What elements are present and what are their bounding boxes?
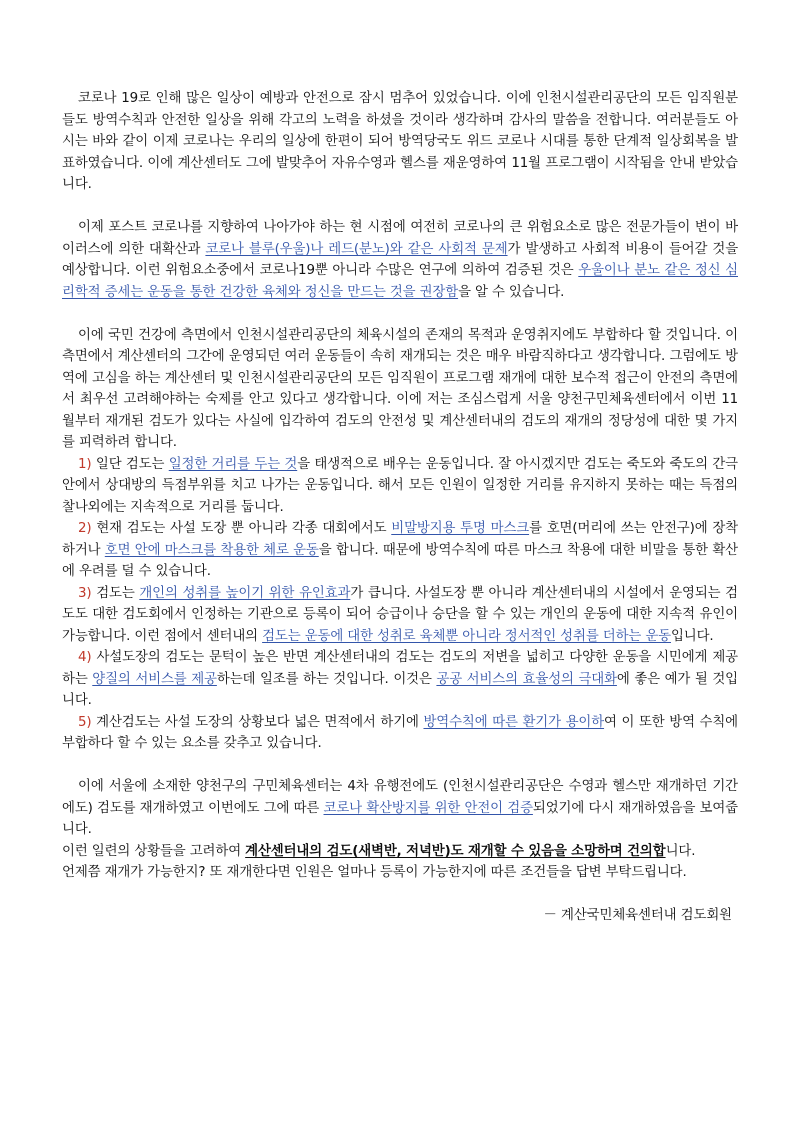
list-item-link-2[interactable]: 호면 안에 마스크를 착용한 체로 운동: [104, 542, 319, 558]
list-item-marker: 4): [78, 650, 92, 665]
paragraph-2-link-2[interactable]: 우울이나 분노 같은 정신 심리학적 증세는 운동을 통한 건강한 육체와 정신을 만드는 것을 권장함: [62, 263, 738, 300]
signature-text: － 계산국민체육센터내 검도회원: [543, 907, 732, 923]
list-item-segment-3: 입니다.: [670, 628, 714, 644]
closing-paragraph-1-link[interactable]: 코로나 확산방지를 위한 안전이 검증: [323, 800, 533, 816]
paragraph-2-segment-2: 가 발생하고 사회적 비용이 들어갈 것을 예상합니다. 이런 위험요소중에서 코로나19뿐 아니라 수많은 연구에 의하여 검증된 것은: [62, 241, 739, 278]
list-item-link-2[interactable]: 검도는 운동에 대한 성취로 육체뿐 아니라 정서적인 성취를 더하는 운동: [262, 628, 671, 644]
list-item-segment-1: 현재 검도는 사설 도장 뿐 아니라 각종 대회에서도: [91, 521, 392, 536]
list-item: [62, 518, 738, 583]
signature-line: [62, 905, 738, 927]
list-item: [62, 454, 738, 519]
paragraph-2-segment-3: 을 알 수 있습니다.: [458, 284, 565, 300]
paragraph-spacer: [62, 196, 738, 218]
closing-paragraph-2-segment-1: 이런 일련의 상황들을 고려하여: [62, 843, 246, 859]
list-item: [62, 583, 738, 648]
list-item-link-1[interactable]: 개인의 성취를 높이기 위한 유인효과: [139, 585, 351, 601]
paragraph-2: [62, 217, 738, 303]
closing-paragraph-3: [62, 862, 738, 884]
closing-paragraph-1-segment-2: 되었기에 다시 재개하였음을 보여줍니다.: [62, 800, 738, 837]
paragraph-1-text: 코로나 19로 인해 많은 일상이 예방과 안전으로 잠시 멈추어 있었습니다. 이에 인천시설관리공단의 모든 임직원분들도 방역수칙과 안전한 일상을 위해 각고의 노력을 하셨을 것이라 생각하며 감사의 말씀을 전합니다. 여러분들도 아시는 바와 같이 이제 코로나는 우리의 일상에 한편이 되어 방역당국도 위드 코로나 시대를 통한 단계적 일상회복을 발표하였습니다. 이에 계산센터도 그에 발맞추어 자유수영과 헬스를 재운영하여 11월 프로그램이 시작됨을 안내 받았습니다.: [62, 91, 738, 192]
paragraph-2-link-1[interactable]: 코로나 블루(우울)나 레드(분노)와 같은 사회적 문제: [205, 241, 508, 257]
paragraph-spacer: [62, 303, 738, 325]
list-item-segment-3: 에 좋은 예가 될 것입니다.: [62, 671, 738, 708]
closing-paragraph-2: [62, 841, 738, 863]
paragraph-2-segment-1: 이제 포스트 코로나를 지향하여 나아가야 하는 현 시점에 여전히 코로나의 큰 위험요소로 많은 전문가들이 변이 바이러스에 의한 대확산과: [62, 220, 738, 257]
list-item-segment-1: 사설도장의 검도는 문턱이 높은 반면 계산센터내의 검도는 검도의 저변을 넓히고 다양한 운동을 시민에게 제공하는: [62, 650, 738, 687]
closing-paragraph-2-emphasis: 계산센터내의 검도(새벽반, 저녁반)도 재개할 수 있음을 소망하며 건의합: [245, 843, 666, 859]
closing-paragraph-1-segment-1: 이에 서울에 소재한 양천구의 구민체육센터는 4차 유행전에도 (인천시설관리공단은 수영과 헬스만 재개하던 기간에도) 검도를 재개하였고 이번에도 그에 따른: [62, 779, 738, 816]
closing-paragraph-3-text: 언제쯤 재개가 가능한지? 또 재개한다면 인원은 얼마나 등록이 가능한지에 따른 조건들을 답변 부탁드립니다.: [62, 865, 687, 880]
closing-paragraph-1: [62, 776, 738, 841]
list-item-link-2[interactable]: 공공 서비스의 효율성의 극대화: [436, 671, 617, 687]
list-item-segment-2: 가 큽니다. 사설도장 뿐 아니라 계산센터내의 시설에서 운영되는 검도도 대한 검도회에서 인정하는 기관으로 등록이 되어 승급이나 승단을 할 수 있는 개인의 운동에 대한 지속적 유인이 가능합니다. 이런 점에서 센터내의: [62, 585, 738, 644]
paragraph-3-text: 이에 국민 건강에 측면에서 인천시설관리공단의 체육시설의 존재의 목적과 운영취지에도 부합하다 할 것입니다. 이 측면에서 계산센터의 그간에 운영되던 여러 운동들이 속히 재개되는 것은 매우 바람직하다고 생각합니다. 그럼에도 방역에 고심을 하는 계산센터 및 인천시설관리공단의 모든 임직원이 프로그램 재개에 대한 보수적 접근이 안전의 측면에서 최우선 고려해야하는 숙제를 안고 있다고 생각합니다. 이에 저는 조심스럽게 서울 양천구민체육센터에서 이번 11월부터 재개된 검도가 있다는 사실에 입각하여 검도의 안전성 및 계산센터내의 검도의 재개의 정당성에 대한 몇 가지를 피력하려 합니다.: [62, 327, 738, 450]
list-item-segment-1: 검도는: [91, 585, 140, 601]
list-item-segment-1: 계산검도는 사설 도장의 상황보다 넓은 면적에서 하기에: [91, 714, 424, 730]
list-item-marker: 5): [78, 714, 92, 730]
paragraph-1: [62, 88, 738, 196]
list-item-segment-3: 을 합니다. 때문에 방역수칙에 따른 마스크 착용에 대한 비말을 통한 확산에 우려를 덜 수 있습니다.: [62, 542, 738, 579]
list-item-link-1[interactable]: 양질의 서비스를 제공: [92, 671, 217, 687]
list-item: [62, 647, 738, 712]
list-item-link-1[interactable]: 비말방지용 투명 마스크: [391, 521, 530, 536]
paragraph-3: [62, 325, 738, 454]
list-item-segment-2: 여 이 또한 방역 수칙에 부합하다 할 수 있는 요소를 갖추고 있습니다.: [62, 714, 738, 751]
list-item-segment-1: 일단 검도는: [91, 456, 169, 472]
list-item-segment-2: 하는데 일조를 하는 것입니다. 이것은: [216, 671, 437, 687]
list-item-segment-2: 을 태생적으로 배우는 운동입니다. 잘 아시겠지만 검도는 죽도와 죽도의 간극안에서 상대방의 득점부위를 치고 나가는 운동입니다. 해서 모든 인원이 일정한 거리를 유지하지 못하는 때는 득점의 찰나외에는 지속적으로 거리를 둡니다.: [62, 456, 738, 515]
list-item-marker: 2): [78, 521, 92, 536]
document-body: [62, 88, 738, 926]
list-item-marker: 3): [78, 585, 92, 601]
list-item-marker: 1): [78, 456, 92, 472]
list-item-link-1[interactable]: 방역수칙에 따른 환기가 용이하: [423, 714, 605, 730]
list-item-segment-2: 를 호면(머리에 쓰는 안전구)에 장착하거나: [62, 521, 738, 558]
list-item-link-1[interactable]: 일정한 거리를 두는 것: [168, 456, 298, 472]
list-item: [62, 712, 738, 755]
closing-paragraph-2-segment-2: 니다.: [665, 843, 696, 859]
paragraph-spacer: [62, 755, 738, 777]
